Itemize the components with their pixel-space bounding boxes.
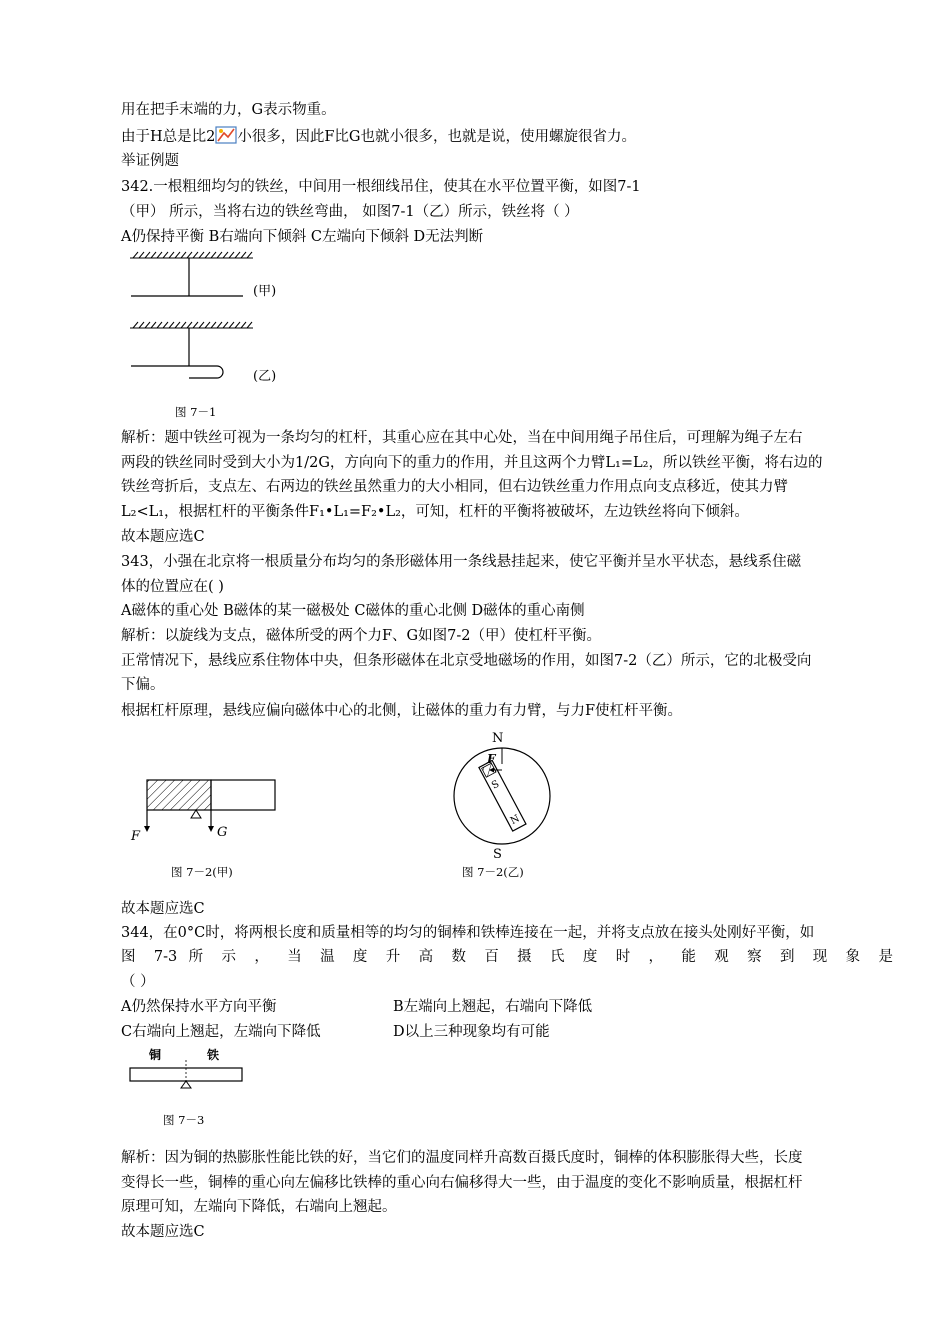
answer-343: 故本题应选C: [121, 901, 205, 917]
analysis-343: 根据杠杆原理，悬线应偏向磁体中心的北侧，让磁体的重力有力臂，与力F使杠杆平衡。: [121, 703, 683, 719]
label-yi: (乙): [253, 369, 277, 384]
analysis-342: 铁丝弯折后，支点左、右两边的铁丝虽然重力的大小相同，但右边铁丝重力作用点向支点移近，使其力臂: [121, 479, 788, 495]
analysis-342: 解析：题中铁丝可视为一条均匀的杠杆，其重心应在其中心处，当在中间用绳子吊住后，可理解为绳子左右: [121, 430, 803, 446]
figure-7-2-yi: [440, 728, 560, 882]
pivot-triangle: [181, 1081, 191, 1088]
figure-caption: 图 7－1: [175, 405, 217, 419]
magnet-right-half: [211, 780, 275, 810]
text-line: 用在把手末端的力，G表示物重。: [121, 102, 336, 118]
option-d: D以上三种现象均有可能: [393, 1024, 550, 1040]
text-fragment: 由于H总是比2: [121, 129, 216, 145]
option-c: C右端向上翘起，左端向下降低: [121, 1024, 321, 1040]
question-342-text: 342.一根粗细均匀的铁丝，中间用一根细线吊住，使其在水平位置平衡，如图7-1: [121, 179, 641, 195]
analysis-344: 变得长一些，铜棒的重心向左偏移比铁棒的重心向右偏移得大一些，由于温度的变化不影响质量，根据杠杆: [121, 1175, 803, 1191]
analysis-343: 下偏。: [121, 677, 165, 693]
label-copper: 铜: [149, 1048, 162, 1062]
label-pole-n: N: [508, 813, 522, 828]
magnet-left-half: [147, 780, 211, 810]
question-344-text: （ ）: [121, 974, 155, 990]
analysis-344: 原理可知，左端向下降低，右端向上翘起。: [121, 1199, 397, 1215]
ceiling-hatch: [130, 322, 253, 328]
option-a: A仍然保持水平方向平衡: [121, 999, 277, 1015]
broken-image-icon: [215, 126, 237, 144]
question-344-options: [121, 1022, 893, 1042]
label-north: N: [492, 731, 504, 746]
analysis-343: 解析：以旋线为支点，磁体所受的两个力F、G如图7-2（甲）使杠杆平衡。: [121, 628, 601, 644]
question-343-text: 343，小强在北京将一根质量分布均匀的条形磁体用一条线悬挂起来，使它平衡并呈水平状态，悬线系住磁: [121, 554, 802, 570]
label-iron: 铁: [207, 1048, 220, 1062]
wire-bent: [131, 366, 223, 378]
question-344-options: [121, 997, 893, 1017]
question-344-text: 344，在0°C时，将两根长度和质量相等的均匀的铜棒和铁棒连接在一起，并将支点放在接头处刚好平衡，如: [121, 925, 815, 941]
label-force-g: G: [217, 825, 228, 840]
question-343-text: 体的位置应在( ): [121, 579, 224, 595]
answer-344: 故本题应选C: [121, 1224, 205, 1240]
figure-caption: 图 7－3: [163, 1113, 205, 1127]
figure-caption: 图 7－2(甲): [171, 865, 233, 879]
text-fragment: 小很多，因此F比G也就小很多，也就是说，使用螺旋很省力。: [237, 129, 637, 145]
analysis-342: L₂<L₁，根据杠杆的平衡条件F₁•L₁=F₂•L₂，可知，杠杆的平衡将被破坏，左边铁丝将向下倾斜。: [121, 504, 749, 520]
magnet-bar: [479, 760, 526, 831]
question-344-text: 图 7-3 所 示 ， 当 温 度 升 高 数 百 摄 氏 度 时 ， 能 观 察 到 现 象 是: [121, 949, 893, 965]
figure-7-3: [125, 1046, 265, 1132]
text-line: [121, 126, 893, 147]
question-343-options: A磁体的重心处 B磁体的某一磁极处 C磁体的重心北侧 D磁体的重心南侧: [121, 603, 585, 619]
question-342-text: （甲） 所示，当将右边的铁丝弯曲， 如图7-1（乙）所示，铁丝将（ ）: [121, 204, 579, 220]
pivot-triangle: [191, 810, 201, 818]
figure-7-2-jia: [125, 770, 295, 882]
figure-7-1: [125, 248, 295, 420]
label-pole-s: S: [490, 778, 502, 792]
analysis-343: 正常情况下，悬线应系住物体中央，但条形磁体在北京受地磁场的作用，如图7-2（乙）所示，它的北极受向: [121, 653, 812, 669]
ceiling-hatch: [130, 252, 253, 258]
label-jia: (甲): [253, 284, 277, 299]
answer-342: 故本题应选C: [121, 529, 205, 545]
option-b: B左端向上翘起，右端向下降低: [393, 999, 593, 1015]
label-south: S: [493, 847, 502, 862]
label-force-f: F: [487, 752, 496, 766]
section-heading: 举证例题: [121, 153, 179, 169]
question-342-options: A仍保持平衡 B右端向下倾斜 C左端向下倾斜 D无法判断: [121, 229, 484, 245]
label-force-f: F: [131, 829, 141, 844]
figure-caption: 图 7－2(乙): [462, 865, 524, 879]
analysis-342: 两段的铁丝同时受到大小为1/2G，方向向下的重力的作用，并且这两个力臂L₁=L₂，所以铁丝平衡，将右边的: [121, 455, 823, 471]
analysis-344: 解析：因为铜的热膨胀性能比铁的好，当它们的温度同样升高数百摄氏度时，铜棒的体积膨胀得大些，长度: [121, 1150, 803, 1166]
